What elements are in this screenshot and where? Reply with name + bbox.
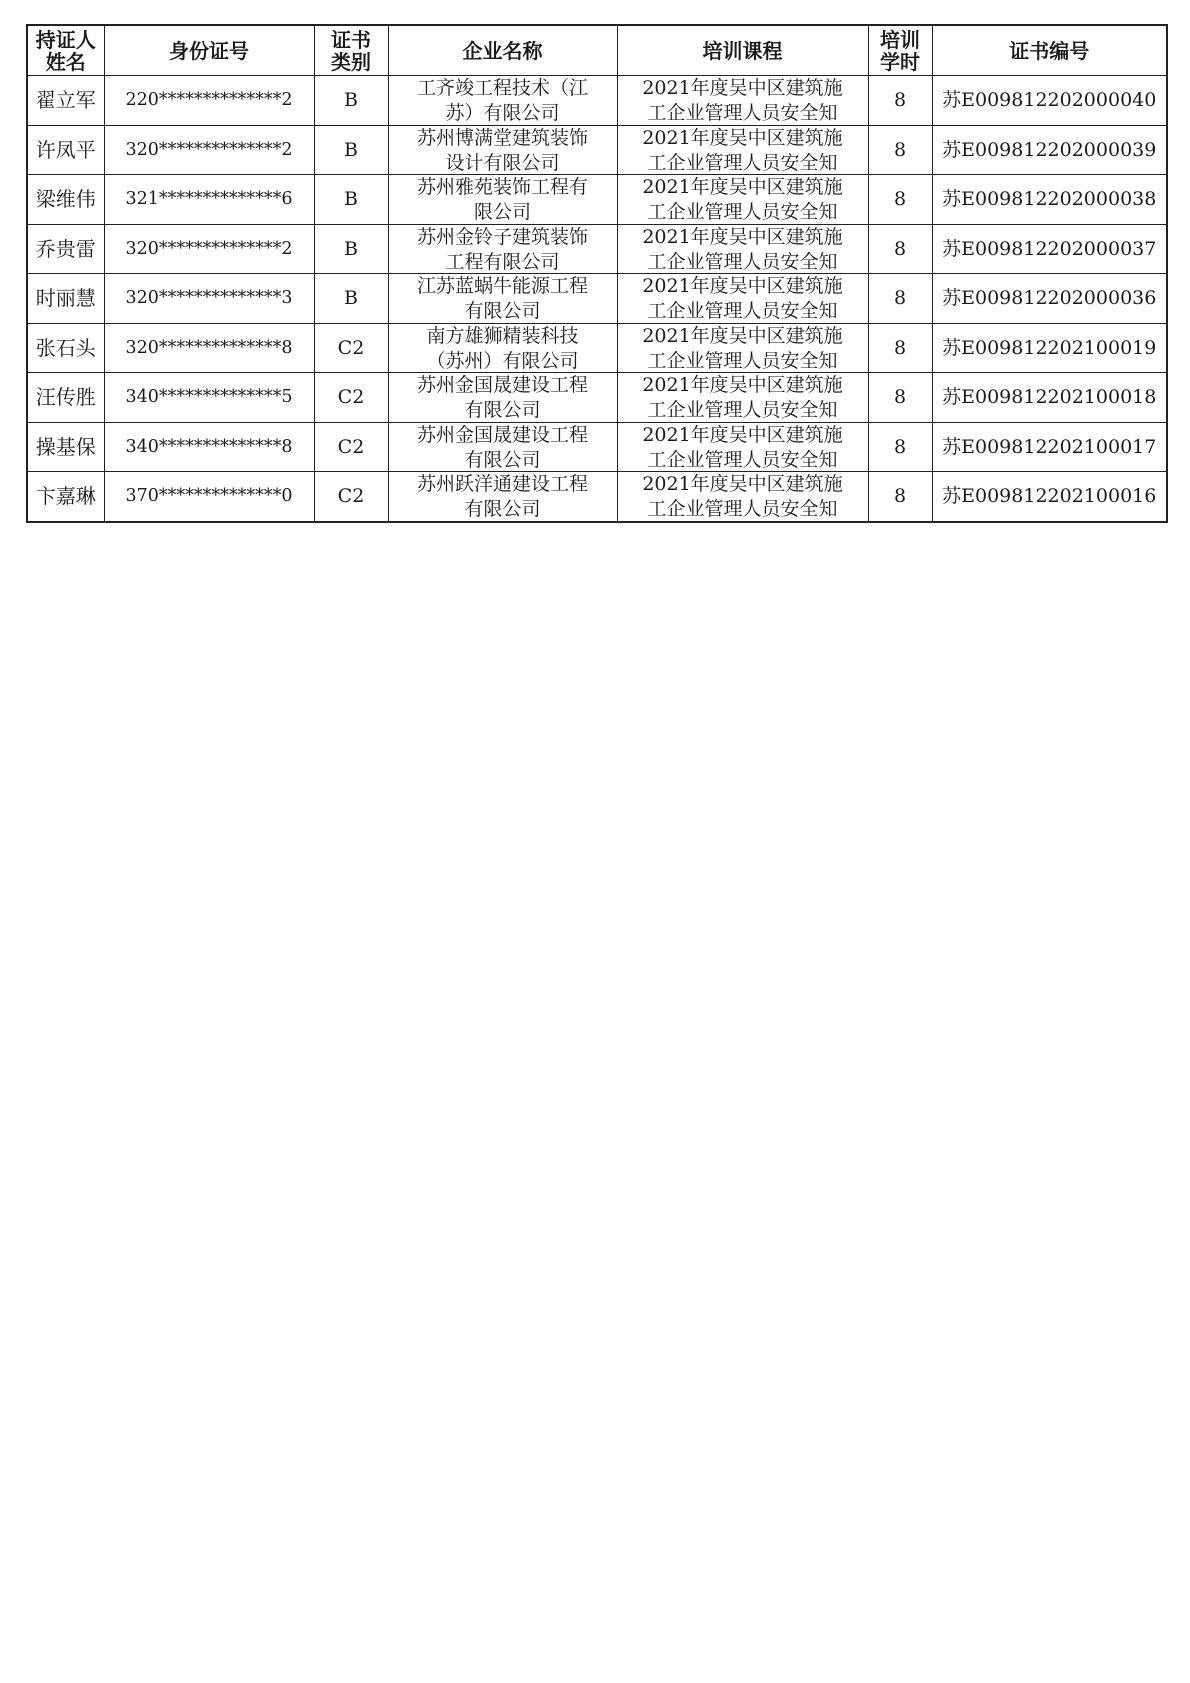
header-row <box>27 25 1167 76</box>
header-cert-type: 证书 类别 <box>314 25 388 76</box>
cert-number-cell: 苏E009812202000040 <box>932 76 1167 126</box>
hours-cell: 8 <box>868 373 932 423</box>
header-hours: 培训 学时 <box>868 25 932 76</box>
table-row <box>27 472 1167 522</box>
certificate-table <box>26 24 1168 523</box>
course-cell: 2021年度吴中区建筑施 工企业管理人员安全知 <box>617 274 868 324</box>
company-cell: 苏州雅苑装饰工程有 限公司 <box>388 175 617 225</box>
company-cell: 苏州金铃子建筑装饰 工程有限公司 <box>388 224 617 274</box>
hours-cell: 8 <box>868 175 932 225</box>
id-number-cell: 321**************6 <box>104 175 314 225</box>
hours-cell: 8 <box>868 274 932 324</box>
company-cell: 江苏蓝蜗牛能源工程 有限公司 <box>388 274 617 324</box>
cert-number-cell: 苏E009812202000036 <box>932 274 1167 324</box>
hours-cell: 8 <box>868 224 932 274</box>
company-cell: 南方雄狮精装科技 （苏州）有限公司 <box>388 323 617 373</box>
cert-type-cell: C2 <box>314 472 388 522</box>
holder-name-cell: 乔贵雷 <box>27 224 104 274</box>
cert-number-cell: 苏E009812202100018 <box>932 373 1167 423</box>
hours-cell: 8 <box>868 472 932 522</box>
holder-name-cell: 汪传胜 <box>27 373 104 423</box>
course-cell: 2021年度吴中区建筑施 工企业管理人员安全知 <box>617 422 868 472</box>
cert-type-cell: B <box>314 175 388 225</box>
id-number-cell: 340**************8 <box>104 422 314 472</box>
cert-number-cell: 苏E009812202000037 <box>932 224 1167 274</box>
id-number-cell: 220**************2 <box>104 76 314 126</box>
table-row <box>27 125 1167 175</box>
holder-name-cell: 许凤平 <box>27 125 104 175</box>
id-number-cell: 320**************2 <box>104 224 314 274</box>
header-id-number: 身份证号 <box>104 25 314 76</box>
header-course: 培训课程 <box>617 25 868 76</box>
id-number-cell: 320**************3 <box>104 274 314 324</box>
header-holder-name: 持证人 姓名 <box>27 25 104 76</box>
cert-type-cell: B <box>314 224 388 274</box>
cert-type-cell: B <box>314 274 388 324</box>
holder-name-cell: 卞嘉琳 <box>27 472 104 522</box>
course-cell: 2021年度吴中区建筑施 工企业管理人员安全知 <box>617 373 868 423</box>
table-row <box>27 224 1167 274</box>
company-cell: 苏州金国晟建设工程 有限公司 <box>388 422 617 472</box>
company-cell: 苏州金国晟建设工程 有限公司 <box>388 373 617 423</box>
holder-name-cell: 张石头 <box>27 323 104 373</box>
certificate-sheet <box>26 24 1166 523</box>
course-cell: 2021年度吴中区建筑施 工企业管理人员安全知 <box>617 175 868 225</box>
holder-name-cell: 梁维伟 <box>27 175 104 225</box>
header-company: 企业名称 <box>388 25 617 76</box>
holder-name-cell: 时丽慧 <box>27 274 104 324</box>
table-row <box>27 274 1167 324</box>
holder-name-cell: 操基保 <box>27 422 104 472</box>
hours-cell: 8 <box>868 323 932 373</box>
cert-number-cell: 苏E009812202100016 <box>932 472 1167 522</box>
header-cert-number: 证书编号 <box>932 25 1167 76</box>
course-cell: 2021年度吴中区建筑施 工企业管理人员安全知 <box>617 224 868 274</box>
table-row <box>27 422 1167 472</box>
table-row <box>27 76 1167 126</box>
table-row <box>27 323 1167 373</box>
hours-cell: 8 <box>868 76 932 126</box>
course-cell: 2021年度吴中区建筑施 工企业管理人员安全知 <box>617 76 868 126</box>
company-cell: 工齐竣工程技术（江 苏）有限公司 <box>388 76 617 126</box>
id-number-cell: 320**************2 <box>104 125 314 175</box>
holder-name-cell: 翟立军 <box>27 76 104 126</box>
course-cell: 2021年度吴中区建筑施 工企业管理人员安全知 <box>617 125 868 175</box>
hours-cell: 8 <box>868 125 932 175</box>
table-row <box>27 373 1167 423</box>
table-row <box>27 175 1167 225</box>
course-cell: 2021年度吴中区建筑施 工企业管理人员安全知 <box>617 472 868 522</box>
cert-type-cell: B <box>314 125 388 175</box>
id-number-cell: 370**************0 <box>104 472 314 522</box>
course-cell: 2021年度吴中区建筑施 工企业管理人员安全知 <box>617 323 868 373</box>
cert-number-cell: 苏E009812202000039 <box>932 125 1167 175</box>
company-cell: 苏州博满堂建筑装饰 设计有限公司 <box>388 125 617 175</box>
cert-number-cell: 苏E009812202100017 <box>932 422 1167 472</box>
cert-type-cell: C2 <box>314 422 388 472</box>
id-number-cell: 340**************5 <box>104 373 314 423</box>
cert-type-cell: C2 <box>314 373 388 423</box>
cert-number-cell: 苏E009812202100019 <box>932 323 1167 373</box>
cert-type-cell: C2 <box>314 323 388 373</box>
company-cell: 苏州跃洋通建设工程 有限公司 <box>388 472 617 522</box>
cert-number-cell: 苏E009812202000038 <box>932 175 1167 225</box>
hours-cell: 8 <box>868 422 932 472</box>
cert-type-cell: B <box>314 76 388 126</box>
id-number-cell: 320**************8 <box>104 323 314 373</box>
